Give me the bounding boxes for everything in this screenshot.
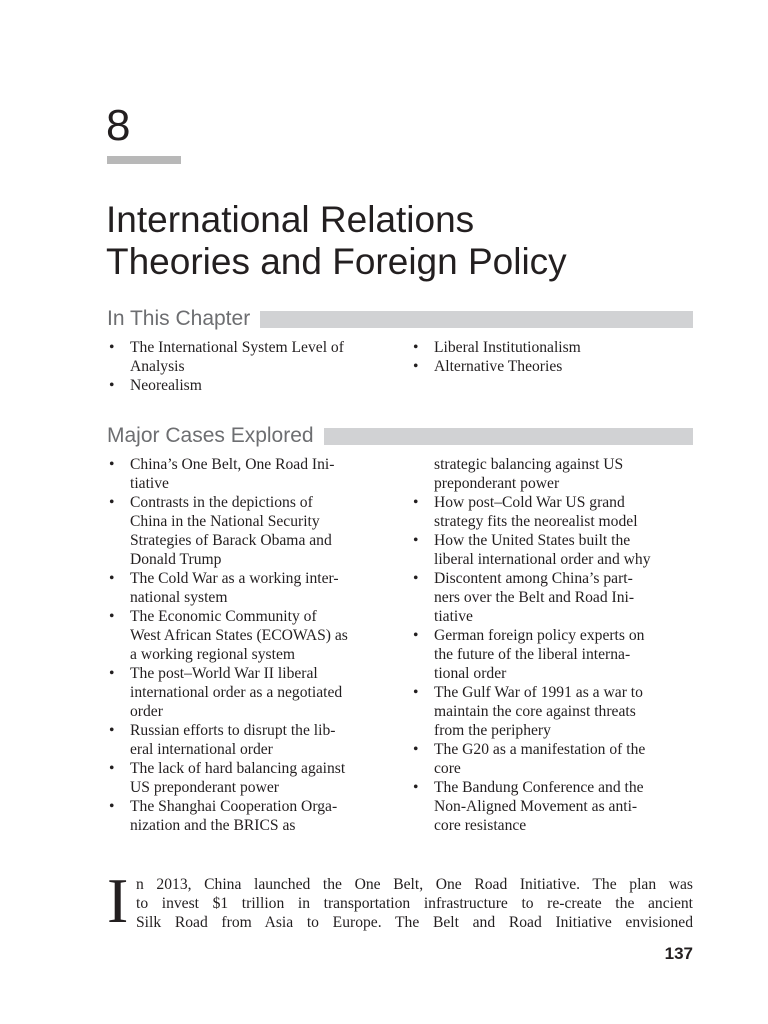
major-cases-right-column — [411, 455, 701, 835]
list-item-line: The Gulf War of 1991 as a war to — [434, 684, 643, 701]
list-item-line: Russian efforts to disrupt the lib- — [130, 722, 336, 739]
list-item-continuation — [411, 455, 701, 493]
chapter-title-line: International Relations — [106, 199, 475, 240]
page-number: 137 — [664, 944, 693, 963]
list-item-line: nization and the BRICS as — [130, 817, 296, 834]
list-item — [411, 626, 701, 683]
list-item-line: The G20 as a manifestation of the — [434, 741, 646, 758]
list-item-line: The Cold War as a working inter- — [130, 570, 339, 587]
list-item-line: ners over the Belt and Road Ini- — [434, 589, 635, 606]
list-item-line: How post–Cold War US grand — [434, 494, 625, 511]
list-item-line: The post–World War II liberal — [130, 665, 318, 682]
list-item — [107, 721, 397, 759]
list-item-line: China in the National Security — [130, 513, 320, 530]
body-line: Silk Road from Asia to Europe. The Belt and Road Initiative envisioned — [136, 914, 693, 931]
list-item — [107, 493, 397, 569]
chapter-title-line: Theories and Foreign Policy — [106, 241, 567, 282]
list-item — [411, 357, 696, 376]
list-item-line: Neorealism — [130, 377, 202, 394]
list-item-line: strategic balancing against US — [434, 456, 624, 473]
major-cases-heading — [107, 424, 693, 448]
list-item-line: from the periphery — [434, 722, 551, 739]
in-this-chapter-heading — [107, 307, 693, 331]
list-item — [411, 569, 701, 626]
list-item-line: Contrasts in the depictions of — [130, 494, 313, 511]
list-item-line: The International System Level of — [130, 339, 344, 356]
list-item — [107, 376, 397, 395]
list-item-line: How the United States built the — [434, 532, 631, 549]
list-item-line: The lack of hard balancing against — [130, 760, 346, 777]
major-cases-left-column — [107, 455, 397, 835]
list-item — [411, 338, 696, 357]
list-item-line: The Economic Community of — [130, 608, 317, 625]
chapter-number-rule — [107, 156, 181, 164]
list-item-line: tiative — [130, 475, 169, 492]
section-heading-label: In This Chapter — [107, 307, 251, 330]
list-item-line: Liberal Institutionalism — [434, 339, 581, 356]
list-item — [411, 778, 701, 835]
list-item — [107, 455, 397, 493]
drop-cap: I — [107, 865, 129, 936]
list-item-line: China’s One Belt, One Road Ini- — [130, 456, 335, 473]
list-item-line: German foreign policy experts on — [434, 627, 645, 644]
list-item — [411, 531, 701, 569]
chapter-number: 8 — [106, 101, 131, 150]
list-item — [107, 664, 397, 721]
list-item-line: tiative — [434, 608, 473, 625]
list-item-line: international order as a negotiated — [130, 684, 343, 701]
list-item — [107, 338, 397, 376]
in-this-chapter-left-column — [107, 338, 397, 395]
list-item-line: Non-Aligned Movement as anti- — [434, 798, 638, 815]
list-item-line: Alternative Theories — [434, 358, 563, 375]
list-item-line: tional order — [434, 665, 507, 682]
list-item-line: The Bandung Conference and the — [434, 779, 644, 796]
body-paragraph — [107, 875, 693, 932]
list-item — [411, 683, 701, 740]
body-line: n 2013, China launched the One Belt, One Road Initiative. The plan was — [136, 876, 693, 893]
list-item-line: a working regional system — [130, 646, 295, 663]
chapter-title — [106, 199, 706, 283]
list-item-line: order — [130, 703, 163, 720]
list-item-line: West African States (ECOWAS) as — [130, 627, 348, 644]
list-item-line: Donald Trump — [130, 551, 222, 568]
list-item-line: maintain the core against threats — [434, 703, 636, 720]
body-line: to invest $1 trillion in transportation infrastructure to re-create the ancient — [136, 895, 693, 912]
list-item-line: The Shanghai Cooperation Orga- — [130, 798, 338, 815]
list-item — [107, 607, 397, 664]
list-item-line: core — [434, 760, 461, 777]
list-item-line: preponderant power — [434, 475, 560, 492]
section-heading-label: Major Cases Explored — [107, 424, 314, 447]
list-item-line: eral international order — [130, 741, 273, 758]
list-item-line: Strategies of Barack Obama and — [130, 532, 332, 549]
list-item-line: core resistance — [434, 817, 527, 834]
list-item-line: national system — [130, 589, 228, 606]
list-item — [107, 797, 397, 835]
list-item-line: Analysis — [130, 358, 185, 375]
in-this-chapter-right-column — [411, 338, 696, 376]
list-item-line: US preponderant power — [130, 779, 279, 796]
list-item-line: liberal international order and why — [434, 551, 651, 568]
list-item — [411, 740, 701, 778]
list-item — [107, 569, 397, 607]
section-heading-bar — [324, 428, 693, 445]
list-item — [411, 493, 701, 531]
section-heading-bar — [260, 311, 693, 328]
list-item-line: the future of the liberal interna- — [434, 646, 631, 663]
list-item-line: Discontent among China’s part- — [434, 570, 633, 587]
list-item — [107, 759, 397, 797]
list-item-line: strategy fits the neorealist model — [434, 513, 638, 530]
